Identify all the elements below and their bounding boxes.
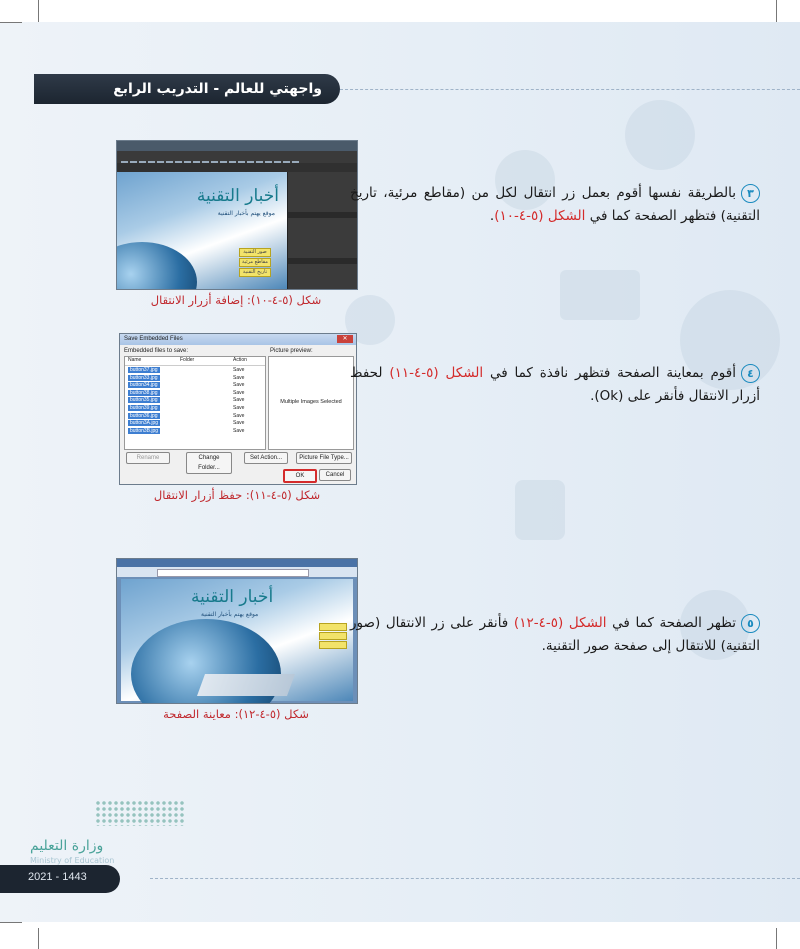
col-name: Name [128,357,142,363]
ok-button[interactable]: OK [283,469,317,483]
step-3 [350,182,760,228]
file-action: Save [233,374,245,381]
browser-titlebar [117,559,357,567]
step-number: ٣ [741,184,760,203]
crop-mark [776,928,777,949]
nav-button-history: تاريخ التقنية [239,268,271,277]
page-preview [117,172,287,289]
step-text: أقوم بمعاينة الصفحة فتظهر نافذة كما في [483,365,736,381]
site-subtitle: موقع يهتم بأخبار التقنية [201,611,259,618]
file-name: button38.jpg [130,389,158,396]
change-folder-button[interactable]: Change Folder... [186,452,232,474]
rename-button[interactable]: Rename [126,452,170,464]
dialog-title: Save Embedded Files [124,336,183,342]
step-number: ٥ [741,614,760,633]
figure-caption: شكل (٥-٤-١٢): معاينة الصفحة [163,707,309,721]
crop-mark [0,22,22,23]
close-icon: ✕ [337,335,353,343]
file-row[interactable] [125,375,265,383]
ministry-name: وزارة التعليم [30,838,104,854]
file-action: Save [233,427,245,434]
editor-side-panel [287,172,358,289]
page-preview [121,579,353,701]
step-5 [350,612,760,658]
figure-editor-screenshot [116,140,358,290]
file-name: button34.jpg [130,382,158,389]
file-action: Save [233,420,245,427]
preview-label: Picture preview: [270,348,313,354]
cancel-button[interactable]: Cancel [319,469,351,481]
step-text-end: فأنقر على زر الانتقال (صور التقنية) للانتقال إلى صفحة صور التقنية. [350,615,760,654]
file-name: button3B.jpg [130,427,159,434]
file-name: button35.jpg [130,397,158,404]
file-list [124,356,266,450]
site-title: أخبار التقنية [196,186,279,206]
picture-type-button[interactable]: Picture File Type... [296,452,352,464]
figure-caption: شكل (٥-٤-١١): حفظ أزرار الانتقال [153,488,321,502]
file-row[interactable] [125,390,265,398]
file-action: Save [233,412,245,419]
nav-button[interactable] [319,623,347,631]
header-rule [340,89,800,90]
figure-caption: شكل (٥-٤-١٠): إضافة أزرار الانتقال [150,293,322,307]
file-action: Save [233,404,245,411]
figure-save-dialog [119,333,357,485]
col-action: Action [233,357,247,363]
file-row[interactable] [125,428,265,436]
edition-year: 2021 - 1443 [28,871,87,883]
file-row[interactable] [125,397,265,405]
keyboard-image [197,674,295,696]
step-number: ٤ [741,364,760,383]
footer-rule [150,878,800,879]
step-text-end: لحفظ أزرار الانتقال فأنقر على (Ok). [350,365,760,404]
file-row[interactable] [125,382,265,390]
ministry-name-en: Ministry of Education [30,856,115,865]
globe-image [116,242,197,290]
file-row[interactable] [125,420,265,428]
file-name: button36.jpg [130,412,158,419]
file-name: button37.jpg [130,367,158,373]
set-action-button[interactable]: Set Action... [244,452,288,464]
browser-address-bar [117,567,357,577]
list-header [125,357,265,366]
file-action: Save [233,367,245,373]
list-label: Embedded files to save: [124,348,189,354]
site-subtitle: موقع يهتم بأخبار التقنية [217,210,275,217]
file-row[interactable] [125,413,265,421]
file-name: button33.jpg [130,374,158,381]
site-title: أخبار التقنية [191,587,274,607]
nav-button-videos: مقاطع مرئية [239,258,271,267]
footer-tab [0,865,120,893]
crop-mark [38,928,39,949]
crop-mark [0,922,22,923]
crop-mark [38,0,39,22]
col-folder: Folder [180,357,195,363]
crop-mark [776,0,777,22]
facebook-icon [515,480,565,540]
nav-button-images: صور التقنية [239,248,271,257]
lesson-title: واجهتي للعالم - التدريب الرابع [113,81,322,97]
step-text: بالطريقة نفسها أقوم بعمل زر انتقال لكل من (مقاطع مرئية، تاريخ التقنية) فتظهر الصفحة كما في [350,185,760,224]
ministry-logo-dots [95,800,185,826]
file-action: Save [233,397,245,404]
nav-button[interactable] [319,632,347,640]
step-4 [350,362,760,408]
file-name: button3A.jpg [130,420,159,427]
figure-reference: الشكل (٥-٤-١٠) [494,208,586,224]
file-row[interactable] [125,405,265,413]
file-action: Save [233,389,245,396]
mail-icon [560,270,640,320]
preview-pane [268,356,354,450]
lesson-header [34,74,340,104]
file-row[interactable] [125,367,265,375]
file-action: Save [233,382,245,389]
dialog-titlebar [120,334,356,345]
step-text-end: . [489,208,495,224]
nav-button[interactable] [319,641,347,649]
preview-text: Multiple Images Selected [280,399,342,405]
figure-browser-preview [116,558,358,704]
file-name: button39.jpg [130,404,158,411]
figure-reference: الشكل (٥-٤-١٢) [513,615,607,631]
step-text: تظهر الصفحة كما في [606,615,736,631]
chat-bubble-icon [625,100,695,170]
figure-reference: الشكل (٥-٤-١١) [389,365,484,381]
